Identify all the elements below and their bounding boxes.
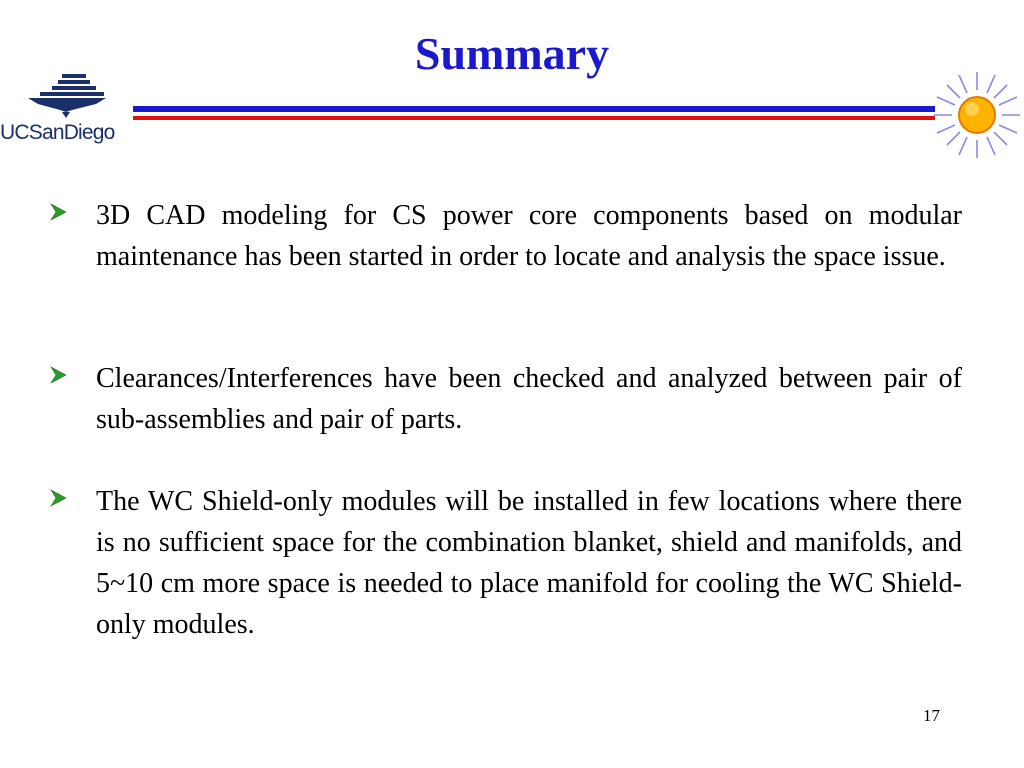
bullet-text: Clearances/Interferences have been checked and analyzed between pair of sub-assemblies and pair of parts. bbox=[96, 363, 962, 435]
bullet-text: 3D CAD modeling for CS power core components based on modular maintenance has been started in order to locate and analysis the space issue. bbox=[96, 200, 962, 272]
arrow-bullet-icon bbox=[48, 202, 68, 222]
arrow-bullet-icon bbox=[48, 365, 68, 385]
bullet-text: The WC Shield-only modules will be installed in few locations where there is no sufficient space for the combination blanket, shield and manifolds, and 5~10 cm more space is needed to place manifold for cooling the WC Shield-only modules. bbox=[96, 486, 962, 640]
slide-title: Summary bbox=[414, 28, 610, 79]
page-number: 17 bbox=[923, 706, 940, 725]
logo-text: UCSanDiego bbox=[0, 121, 115, 144]
arrow-bullet-icon bbox=[48, 488, 68, 508]
